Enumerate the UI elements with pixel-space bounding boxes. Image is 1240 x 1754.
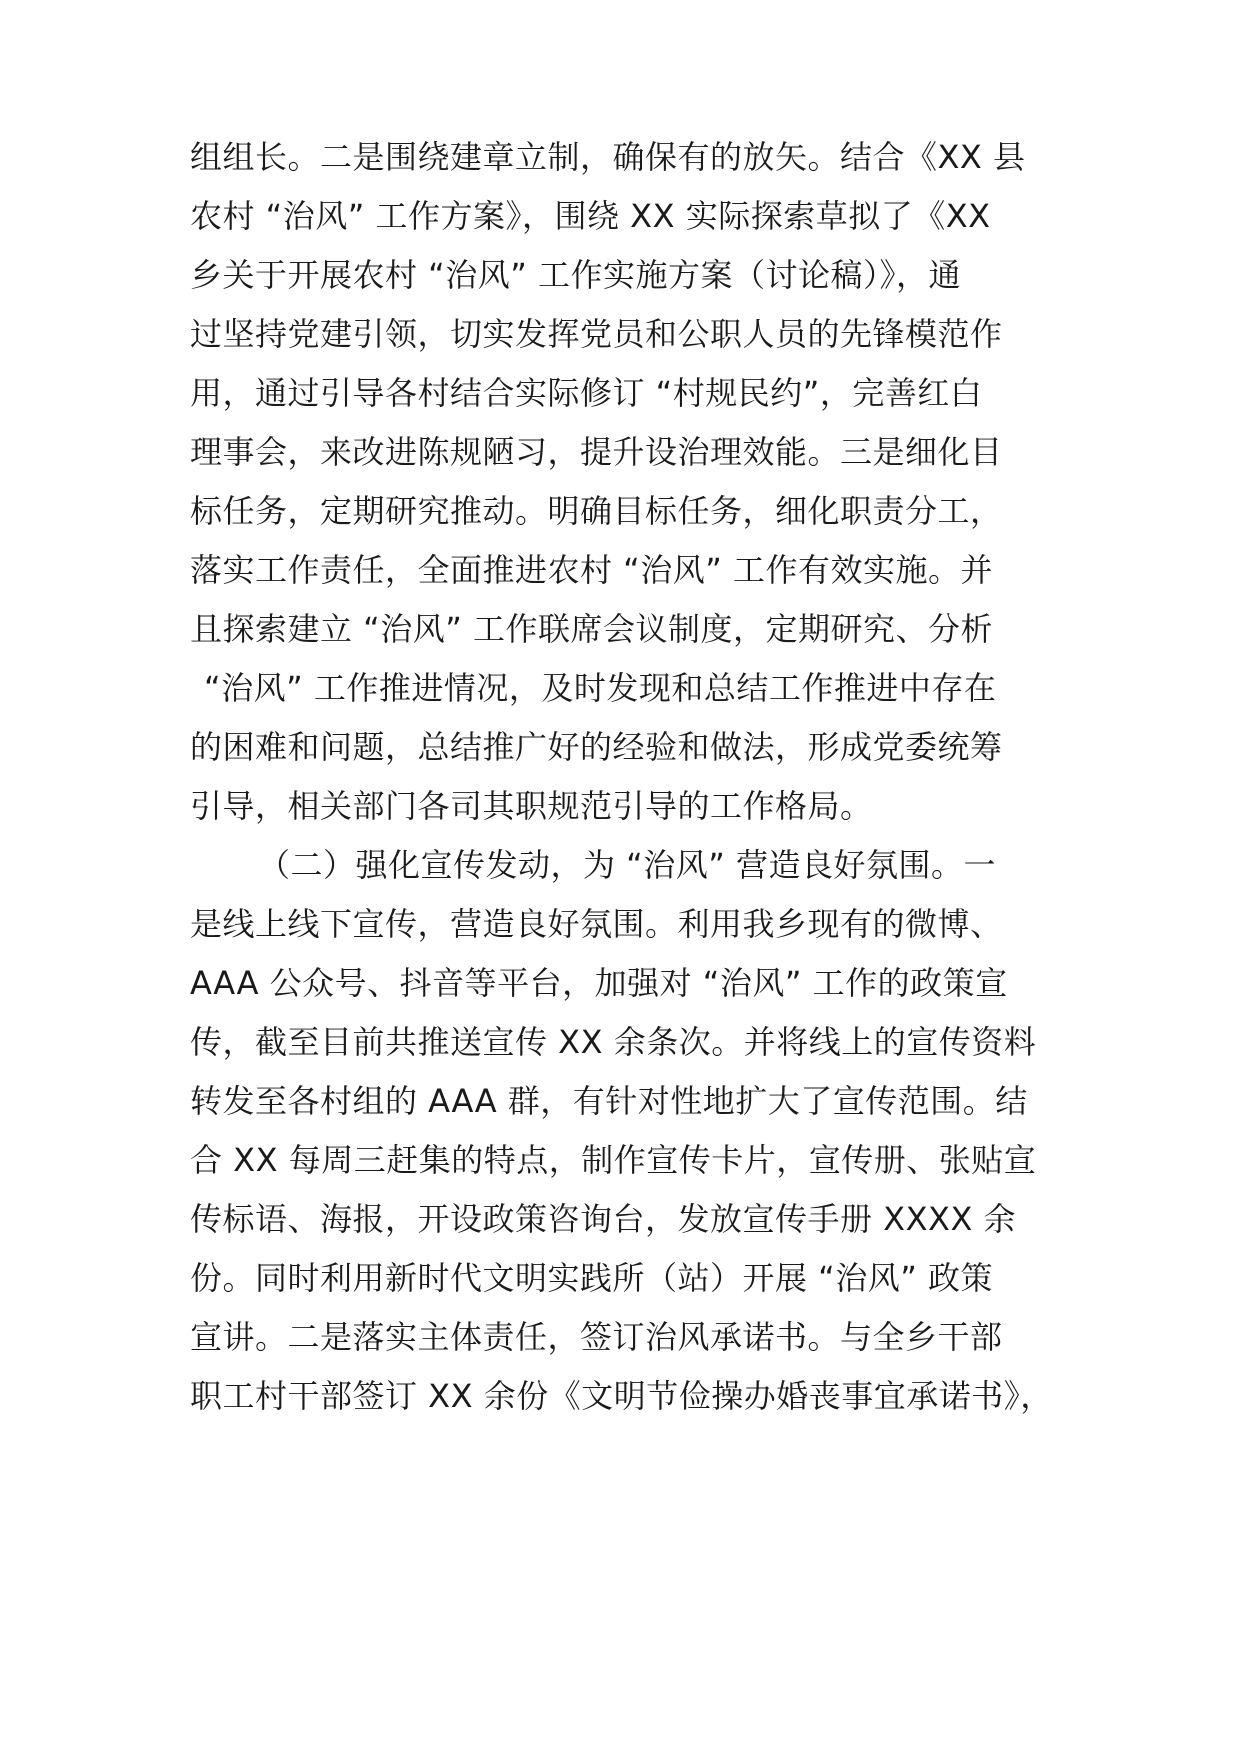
body-text-line: “治风” 工作推进情况，及时发现和总结工作推进中存在 xyxy=(204,669,997,707)
body-text-line: 农村 “治风” 工作方案》，围绕 XX 实际探索草拟了《XX xyxy=(190,197,991,235)
body-text-line: 传，截至目前共推送宣传 XX 余条次。并将线上的宣传资料 xyxy=(190,1023,1037,1061)
body-text-line: AAA 公众号、抖音等平台，加强对 “治风” 工作的政策宣 xyxy=(190,964,1008,1002)
body-text-line: 的困难和问题，总结推广好的经验和做法，形成党委统筹 xyxy=(190,728,1003,766)
body-text-line: 过坚持党建引领，切实发挥党员和公职人员的先锋模范作 xyxy=(190,315,1003,353)
body-text-line: 且探索建立 “治风” 工作联席会议制度，定期研究、分析 xyxy=(190,610,994,648)
body-text-line: 落实工作责任，全面推进农村 “治风” 工作有效实施。并 xyxy=(190,551,994,589)
section-heading-line: （二）强化宣传发动，为 “治风” 营造良好氛围。一 xyxy=(258,846,997,884)
body-text-line: 用，通过引导各村结合实际修订 “村规民约”，完善红白 xyxy=(190,374,983,412)
body-text-line: 份。同时利用新时代文明实践所（站）开展 “治风” 政策 xyxy=(190,1259,994,1297)
body-text-line: 宣讲。二是落实主体责任，签订治风承诺书。与全乡干部 xyxy=(190,1318,1003,1356)
body-text-line: 标任务，定期研究推动。明确目标任务，细化职责分工， xyxy=(190,492,1003,530)
body-text-line: 引导，相关部门各司其职规范引导的工作格局。 xyxy=(190,787,873,825)
body-text-line: 组组长。二是围绕建章立制，确保有的放矢。结合《XX 县 xyxy=(190,138,1026,176)
body-text-line: 是线上线下宣传，营造良好氛围。利用我乡现有的微博、 xyxy=(190,905,1003,943)
body-text-line: 理事会，来改进陈规陋习，提升设治理效能。三是细化目 xyxy=(190,433,1003,471)
body-text-line: 传标语、海报，开设政策咨询台，发放宣传手册 XXXX 余 xyxy=(190,1200,1017,1238)
body-text-line: 转发至各村组的 AAA 群，有针对性地扩大了宣传范围。结 xyxy=(190,1082,1028,1120)
body-text-line: 合 XX 每周三赶集的特点，制作宣传卡片，宣传册、张贴宣 xyxy=(190,1141,1037,1179)
body-text-line: 职工村干部签订 XX 余份《文明节俭操办婚丧事宜承诺书》， xyxy=(190,1377,1053,1415)
body-text-line: 乡关于开展农村 “治风” 工作实施方案（讨论稿）》，通 xyxy=(190,256,962,294)
